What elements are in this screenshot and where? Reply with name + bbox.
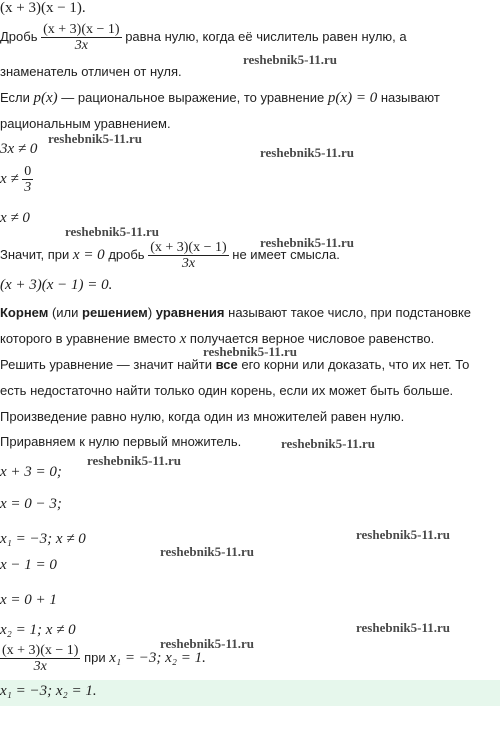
rational-definition-line: Если p(x) — рациональное выражение, то уравнение p(x) = 0 называют bbox=[0, 90, 440, 106]
equation-x-not-zero: x ≠ 0 bbox=[0, 210, 30, 226]
watermark: reshebnik5-11.ru bbox=[160, 544, 255, 559]
rational-definition-line-2: рациональным уравнением. bbox=[0, 116, 171, 131]
equation-numerator-zero: (x + 3)(x − 1) = 0. bbox=[0, 277, 113, 293]
solve-definition-line-2: есть недостаточно найти только один корень, если их может быть больше. bbox=[0, 383, 454, 398]
final-fraction-line: $\frac{(x + 3)(x - 1)}{3x}$ при x₁ = −3; x₂ = 1. bbox=[2, 643, 206, 674]
fraction-condition-line: Дробь $\frac{(x + 3)(x - 1)}{3x}$ равна нулю, когда её числитель равен нулю, а bbox=[0, 22, 407, 53]
equation-denominator: 3x ≠ 0 bbox=[0, 141, 38, 157]
watermark: reshebnik5-11.ru bbox=[203, 344, 298, 359]
fraction-condition-line-2: знаменатель отличен от нуля. bbox=[0, 64, 182, 79]
root-definition-line: Корнем (или решением) уравнения называют такое число, при подстановке bbox=[0, 305, 472, 320]
equation-x-fraction: x ≠ $\frac{0}{3}$ bbox=[0, 164, 32, 195]
step-5: x = 0 + 1 bbox=[0, 592, 57, 608]
fraction-expression: $\frac{(x + 3)(x - 1)}{3x}$ bbox=[43, 22, 120, 53]
answer-text: x₁ = −3; x₂ = 1. bbox=[0, 683, 97, 699]
top-expression: (x + 3)(x − 1). bbox=[0, 0, 86, 16]
step-6: x₂ = 1; x ≠ 0 bbox=[0, 622, 76, 638]
watermark: reshebnik5-11.ru bbox=[356, 620, 451, 635]
step-2: x = 0 − 3; bbox=[0, 496, 62, 512]
watermark: reshebnik5-11.ru bbox=[48, 131, 143, 146]
watermark: reshebnik5-11.ru bbox=[87, 453, 182, 468]
undefined-fraction-line: Значит, при x = 0 дробь $\frac{(x + 3)(x - 1)}{3x}$ не имеет смысла. bbox=[0, 240, 340, 271]
solve-definition-line: Решить уравнение — значит найти все его корни или доказать, что их нет. То bbox=[0, 357, 470, 372]
root-definition-line-2: которого в уравнение вместо x получается верное числовое равенство. bbox=[0, 331, 435, 347]
first-factor-line: Приравняем к нулю первый множитель. bbox=[0, 434, 242, 449]
watermark: reshebnik5-11.ru bbox=[65, 224, 160, 239]
watermark: reshebnik5-11.ru bbox=[281, 436, 376, 451]
watermark: reshebnik5-11.ru bbox=[243, 52, 338, 67]
step-3: x₁ = −3; x ≠ 0 bbox=[0, 531, 86, 547]
step-4: x − 1 = 0 bbox=[0, 557, 57, 573]
product-rule-line: Произведение равно нулю, когда один из множителей равен нулю. bbox=[0, 409, 405, 424]
watermark: reshebnik5-11.ru bbox=[260, 235, 355, 250]
watermark: reshebnik5-11.ru bbox=[260, 145, 355, 160]
watermark: reshebnik5-11.ru bbox=[356, 527, 451, 542]
step-1: x + 3 = 0; bbox=[0, 464, 62, 480]
watermark: reshebnik5-11.ru bbox=[160, 636, 255, 651]
